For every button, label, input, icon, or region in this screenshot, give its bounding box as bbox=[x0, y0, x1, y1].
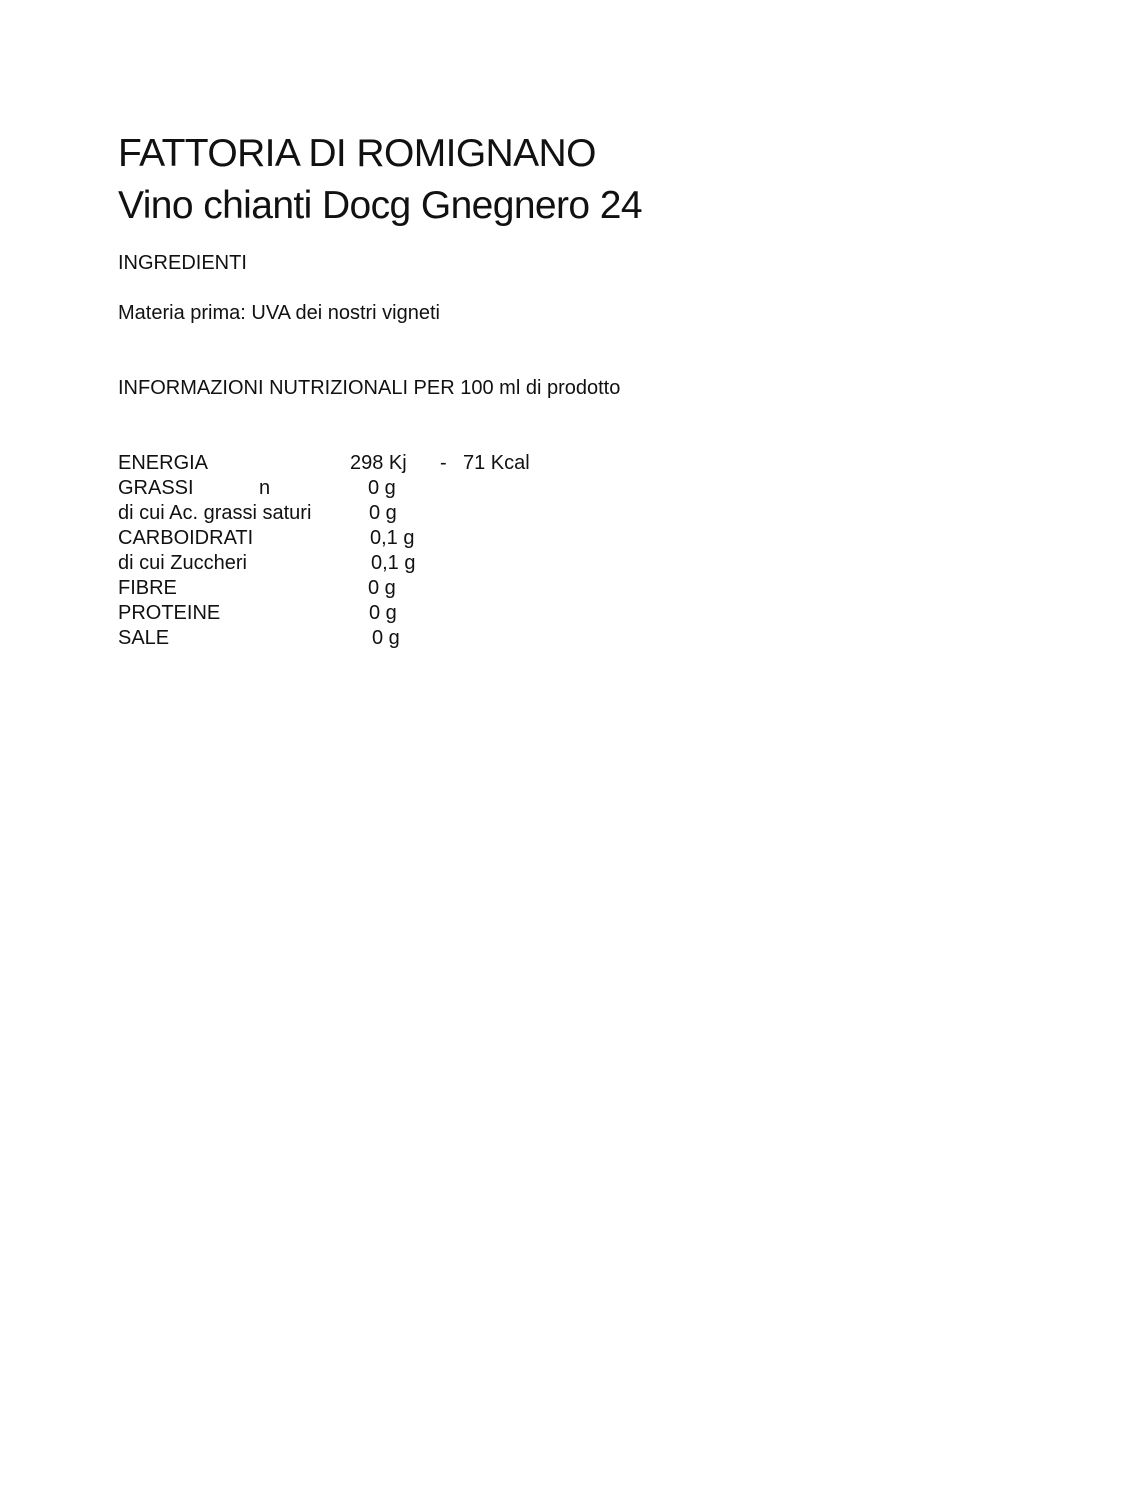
nutrition-note: n bbox=[259, 477, 271, 499]
nutrition-row-fibre bbox=[118, 576, 638, 601]
nutrition-label: FIBRE bbox=[118, 577, 177, 599]
nutrition-value: 0,1 g bbox=[371, 552, 416, 574]
nutrition-value: 0 g bbox=[369, 502, 397, 524]
nutrition-label: SALE bbox=[118, 627, 170, 649]
nutrition-value: 0 g bbox=[369, 602, 397, 624]
ingredients-text: Materia prima: UVA dei nostri vigneti bbox=[118, 302, 440, 324]
ingredients-heading: INGREDIENTI bbox=[118, 252, 247, 274]
nutrition-label: GRASSI bbox=[118, 477, 194, 499]
document-title bbox=[118, 128, 642, 232]
nutrition-value: 0 g bbox=[372, 627, 400, 649]
nutrition-row-energia bbox=[118, 451, 638, 476]
nutrition-row-zuccheri bbox=[118, 551, 638, 576]
nutrition-heading: INFORMAZIONI NUTRIZIONALI PER 100 ml di prodotto bbox=[118, 377, 621, 399]
nutrition-row-proteine bbox=[118, 601, 638, 626]
nutrition-label: PROTEINE bbox=[118, 602, 221, 624]
nutrition-row-saturi bbox=[118, 501, 638, 526]
producer-name: FATTORIA DI ROMIGNANO bbox=[118, 132, 596, 175]
nutrition-separator: - bbox=[440, 452, 447, 474]
nutrition-value: 0 g bbox=[368, 477, 396, 499]
nutrition-label: CARBOIDRATI bbox=[118, 527, 254, 549]
nutrition-row-carboidrati bbox=[118, 526, 638, 551]
nutrition-value: 0,1 g bbox=[370, 527, 415, 549]
nutrition-label: di cui Ac. grassi saturi bbox=[118, 502, 312, 524]
nutrition-value: 0 g bbox=[368, 577, 396, 599]
product-name: Vino chianti Docg Gnegnero 24 bbox=[118, 184, 642, 227]
nutrition-value-kcal: 71 Kcal bbox=[463, 452, 530, 474]
nutrition-row-sale bbox=[118, 626, 638, 651]
nutrition-label: ENERGIA bbox=[118, 452, 209, 474]
nutrition-row-grassi bbox=[118, 476, 638, 501]
nutrition-table bbox=[118, 451, 638, 651]
nutrition-value: 298 Kj bbox=[350, 452, 407, 474]
nutrition-label: di cui Zuccheri bbox=[118, 552, 247, 574]
